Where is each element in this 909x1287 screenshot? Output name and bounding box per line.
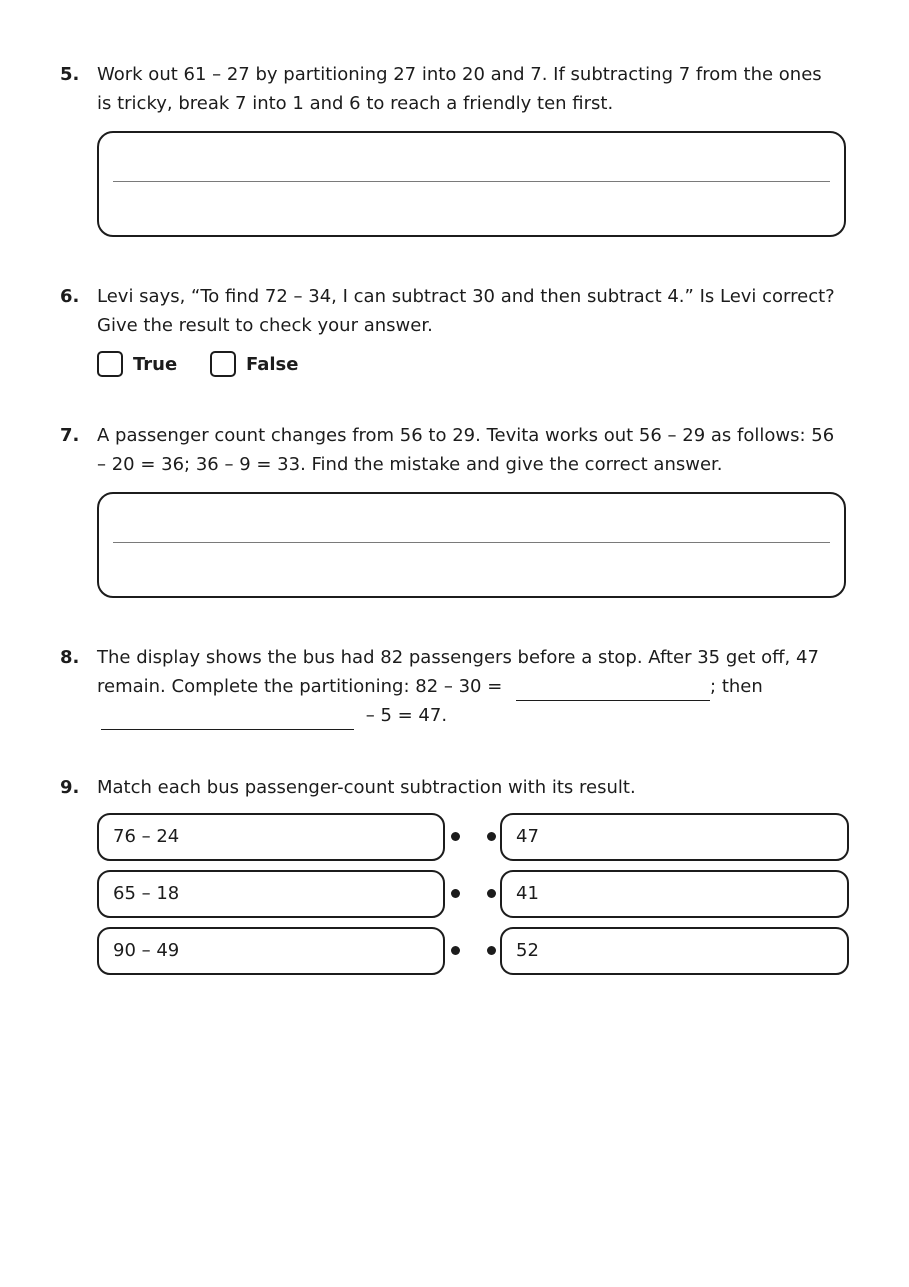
answer-line (113, 542, 830, 543)
match-row (97, 927, 849, 975)
match-right-dot[interactable] (487, 832, 496, 841)
question-text-line: – 20 = 36; 36 – 9 = 33. Find the mistake and give the correct answer. (97, 454, 723, 475)
match-row (97, 813, 849, 861)
question-text-line (97, 672, 849, 701)
question-number: 6. (60, 286, 80, 307)
question-text: Match each bus passenger-count subtraction with its result. (97, 777, 636, 798)
match-left-item[interactable]: 65 – 18 (97, 870, 445, 918)
match-right-dot[interactable] (487, 889, 496, 898)
fill-blank-1[interactable] (516, 680, 710, 701)
question-text-line: A passenger count changes from 56 to 29. Tevita works out 56 – 29 as follows: 56 (97, 425, 835, 446)
match-left-dot[interactable] (451, 832, 460, 841)
line-suffix: – 5 = 47. (365, 705, 448, 726)
question-text (97, 60, 849, 118)
true-label: True (133, 353, 178, 375)
match-right-item[interactable]: 41 (500, 870, 849, 918)
question-number: 5. (60, 64, 80, 85)
answer-line (113, 181, 830, 182)
match-left-item[interactable]: 76 – 24 (97, 813, 445, 861)
question-text (97, 421, 849, 479)
true-checkbox[interactable] (97, 351, 123, 377)
match-right-item[interactable]: 52 (500, 927, 849, 975)
answer-box[interactable] (97, 131, 846, 237)
question-text (97, 282, 849, 340)
question-number: 7. (60, 425, 80, 446)
match-right-dot[interactable] (487, 946, 496, 955)
question-number: 9. (60, 777, 80, 798)
question-text-line (97, 701, 849, 730)
match-row (97, 870, 849, 918)
question-text-line: Levi says, “To find 72 – 34, I can subtract 30 and then subtract 4.” Is Levi correct? (97, 286, 835, 307)
match-left-dot[interactable] (451, 946, 460, 955)
match-right-item[interactable]: 47 (500, 813, 849, 861)
false-checkbox[interactable] (210, 351, 236, 377)
option-true[interactable] (97, 351, 177, 377)
question-text (97, 643, 849, 730)
match-left-dot[interactable] (451, 889, 460, 898)
option-false[interactable] (210, 351, 298, 377)
fill-blank-2[interactable] (101, 709, 354, 730)
question-text-line: Work out 61 – 27 by partitioning 27 into 20 and 7. If subtracting 7 from the ones (97, 64, 822, 85)
false-label: False (246, 353, 299, 375)
question-text-line: The display shows the bus had 82 passengers before a stop. After 35 get off, 47 (97, 647, 819, 668)
question-number: 8. (60, 647, 80, 668)
match-left-item[interactable]: 90 – 49 (97, 927, 445, 975)
answer-box[interactable] (97, 492, 846, 598)
line-suffix: ; then (710, 676, 763, 697)
question-text-line: is tricky, break 7 into 1 and 6 to reach a friendly ten first. (97, 93, 614, 114)
question-text-line: Give the result to check your answer. (97, 315, 433, 336)
line-prefix: remain. Complete the partitioning: 82 – 30 = (97, 676, 503, 697)
